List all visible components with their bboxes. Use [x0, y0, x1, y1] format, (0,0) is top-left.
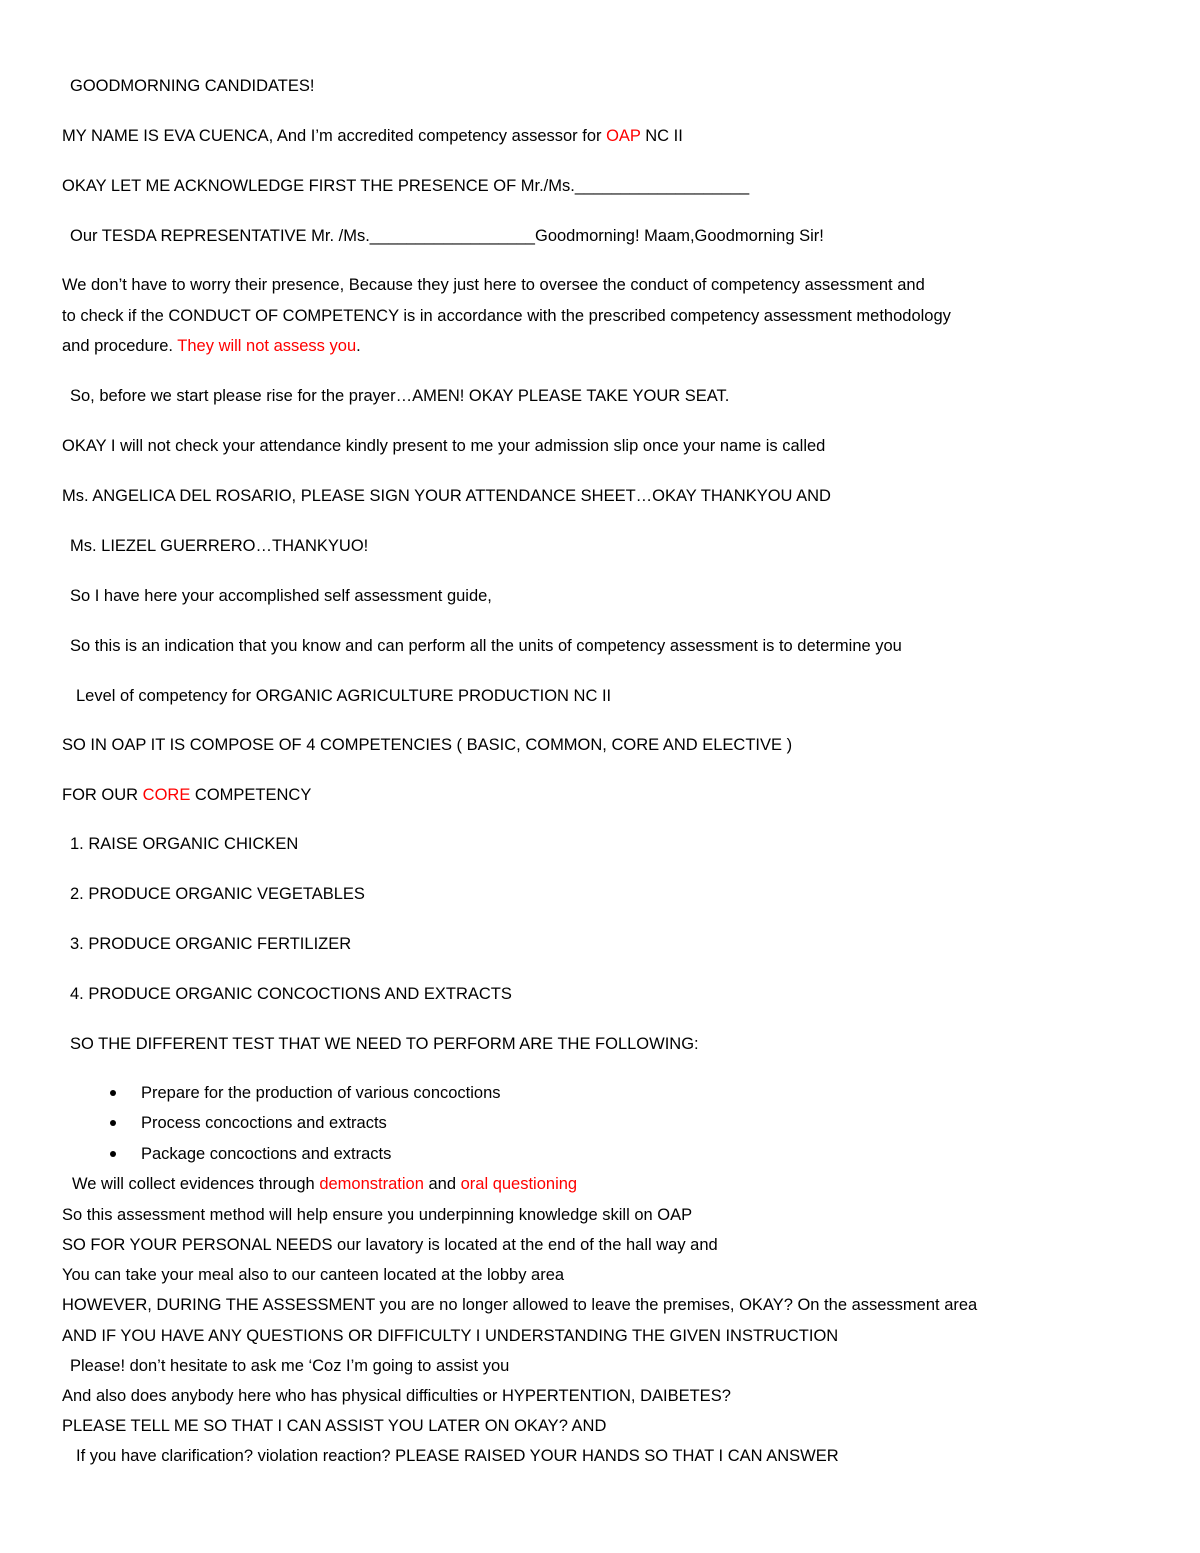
level-line: Level of competency for ORGANIC AGRICULTURE PRODUCTION NC II	[76, 687, 612, 705]
worry-period: .	[356, 337, 361, 355]
core-suffix: COMPETENCY	[190, 786, 312, 804]
worry-line-2: to check if the CONDUCT OF COMPETENCY is in accordance with the prescribed competency assessment methodology	[62, 307, 951, 325]
bullet-dot	[110, 1151, 116, 1157]
worry-highlight: They will not assess you	[177, 337, 357, 355]
physical-line: And also does anybody here who has physical difficulties or HYPERTENTION, DAIBETES?	[62, 1387, 731, 1405]
intro-line	[62, 126, 683, 146]
evidence-joiner: and	[423, 1175, 461, 1193]
tests-line: SO THE DIFFERENT TEST THAT WE NEED TO PERFORM ARE THE FOLLOWING:	[70, 1035, 699, 1053]
clarify-line: If you have clarification? violation reaction? PLEASE RAISED YOUR HANDS SO THAT I CAN ANSWER	[76, 1447, 839, 1465]
evidence-highlight-2: oral questioning	[460, 1175, 578, 1193]
evidence-highlight-1: demonstration	[319, 1175, 424, 1193]
compose-line: SO IN OAP IT IS COMPOSE OF 4 COMPETENCIES ( BASIC, COMMON, CORE AND ELECTIVE )	[62, 736, 793, 754]
needs-line: SO FOR YOUR PERSONAL NEEDS our lavatory is located at the end of the hall way and	[62, 1236, 718, 1254]
intro-highlight: OAP	[606, 127, 641, 145]
acknowledge-line: OKAY LET ME ACKNOWLEDGE FIRST THE PRESENCE OF Mr./Ms.___________________	[62, 177, 750, 195]
core-heading	[62, 785, 311, 805]
core-highlight: CORE	[142, 786, 191, 804]
worry-line-3	[62, 336, 361, 356]
bullet-item: Prepare for the production of various concoctions	[141, 1084, 501, 1102]
tesda-line: Our TESDA REPRESENTATIVE Mr. /Ms.__________________Goodmorning! Maam,Goodmorning Sir!	[70, 227, 824, 245]
name-line-2: Ms. LIEZEL GUERRERO…THANKYUO!	[70, 537, 369, 555]
greeting-line: GOODMORNING CANDIDATES!	[70, 77, 315, 95]
questions-line: AND IF YOU HAVE ANY QUESTIONS OR DIFFICULTY I UNDERSTANDING THE GIVEN INSTRUCTION	[62, 1327, 839, 1345]
name-line-1: Ms. ANGELICA DEL ROSARIO, PLEASE SIGN YOUR ATTENDANCE SHEET…OKAY THANKYOU AND	[62, 487, 831, 505]
guide-line: So I have here your accomplished self assessment guide,	[70, 587, 492, 605]
evidence-line	[72, 1174, 577, 1194]
indication-line: So this is an indication that you know and can perform all the units of competency assessment is to determine you	[70, 637, 902, 655]
core-item: 3. PRODUCE ORGANIC FERTILIZER	[70, 935, 352, 953]
method-line: So this assessment method will help ensure you underpinning knowledge skill on OAP	[62, 1206, 693, 1224]
intro-text: MY NAME IS EVA CUENCA, And I’m accredited competency assessor for	[62, 127, 607, 145]
core-item: 2. PRODUCE ORGANIC VEGETABLES	[70, 885, 365, 903]
bullet-dot	[110, 1120, 116, 1126]
evidence-text: We will collect evidences through	[72, 1175, 320, 1193]
worry-line-1: We don’t have to worry their presence, Because they just here to oversee the conduct of competency assessment and	[62, 276, 925, 294]
tell-line: PLEASE TELL ME SO THAT I CAN ASSIST YOU LATER ON OKAY? AND	[62, 1417, 607, 1435]
bullet-dot	[110, 1090, 116, 1096]
intro-suffix: NC II	[640, 127, 683, 145]
prayer-line: So, before we start please rise for the prayer…AMEN! OKAY PLEASE TAKE YOUR SEAT.	[70, 387, 730, 405]
however-line: HOWEVER, DURING THE ASSESSMENT you are no longer allowed to leave the premises, OKAY? On the assessment area	[62, 1296, 978, 1314]
core-item: 1. RAISE ORGANIC CHICKEN	[70, 835, 299, 853]
meal-line: You can take your meal also to our canteen located at the lobby area	[62, 1266, 565, 1284]
core-item: 4. PRODUCE ORGANIC CONCOCTIONS AND EXTRACTS	[70, 985, 512, 1003]
core-text: FOR OUR	[62, 786, 143, 804]
worry-text: and procedure.	[62, 337, 178, 355]
attendance-line: OKAY I will not check your attendance kindly present to me your admission slip once your name is called	[62, 437, 826, 455]
bullet-item: Process concoctions and extracts	[141, 1114, 387, 1132]
hesitate-line: Please! don’t hesitate to ask me ‘Coz I’m going to assist you	[70, 1357, 510, 1375]
bullet-item: Package concoctions and extracts	[141, 1145, 392, 1163]
